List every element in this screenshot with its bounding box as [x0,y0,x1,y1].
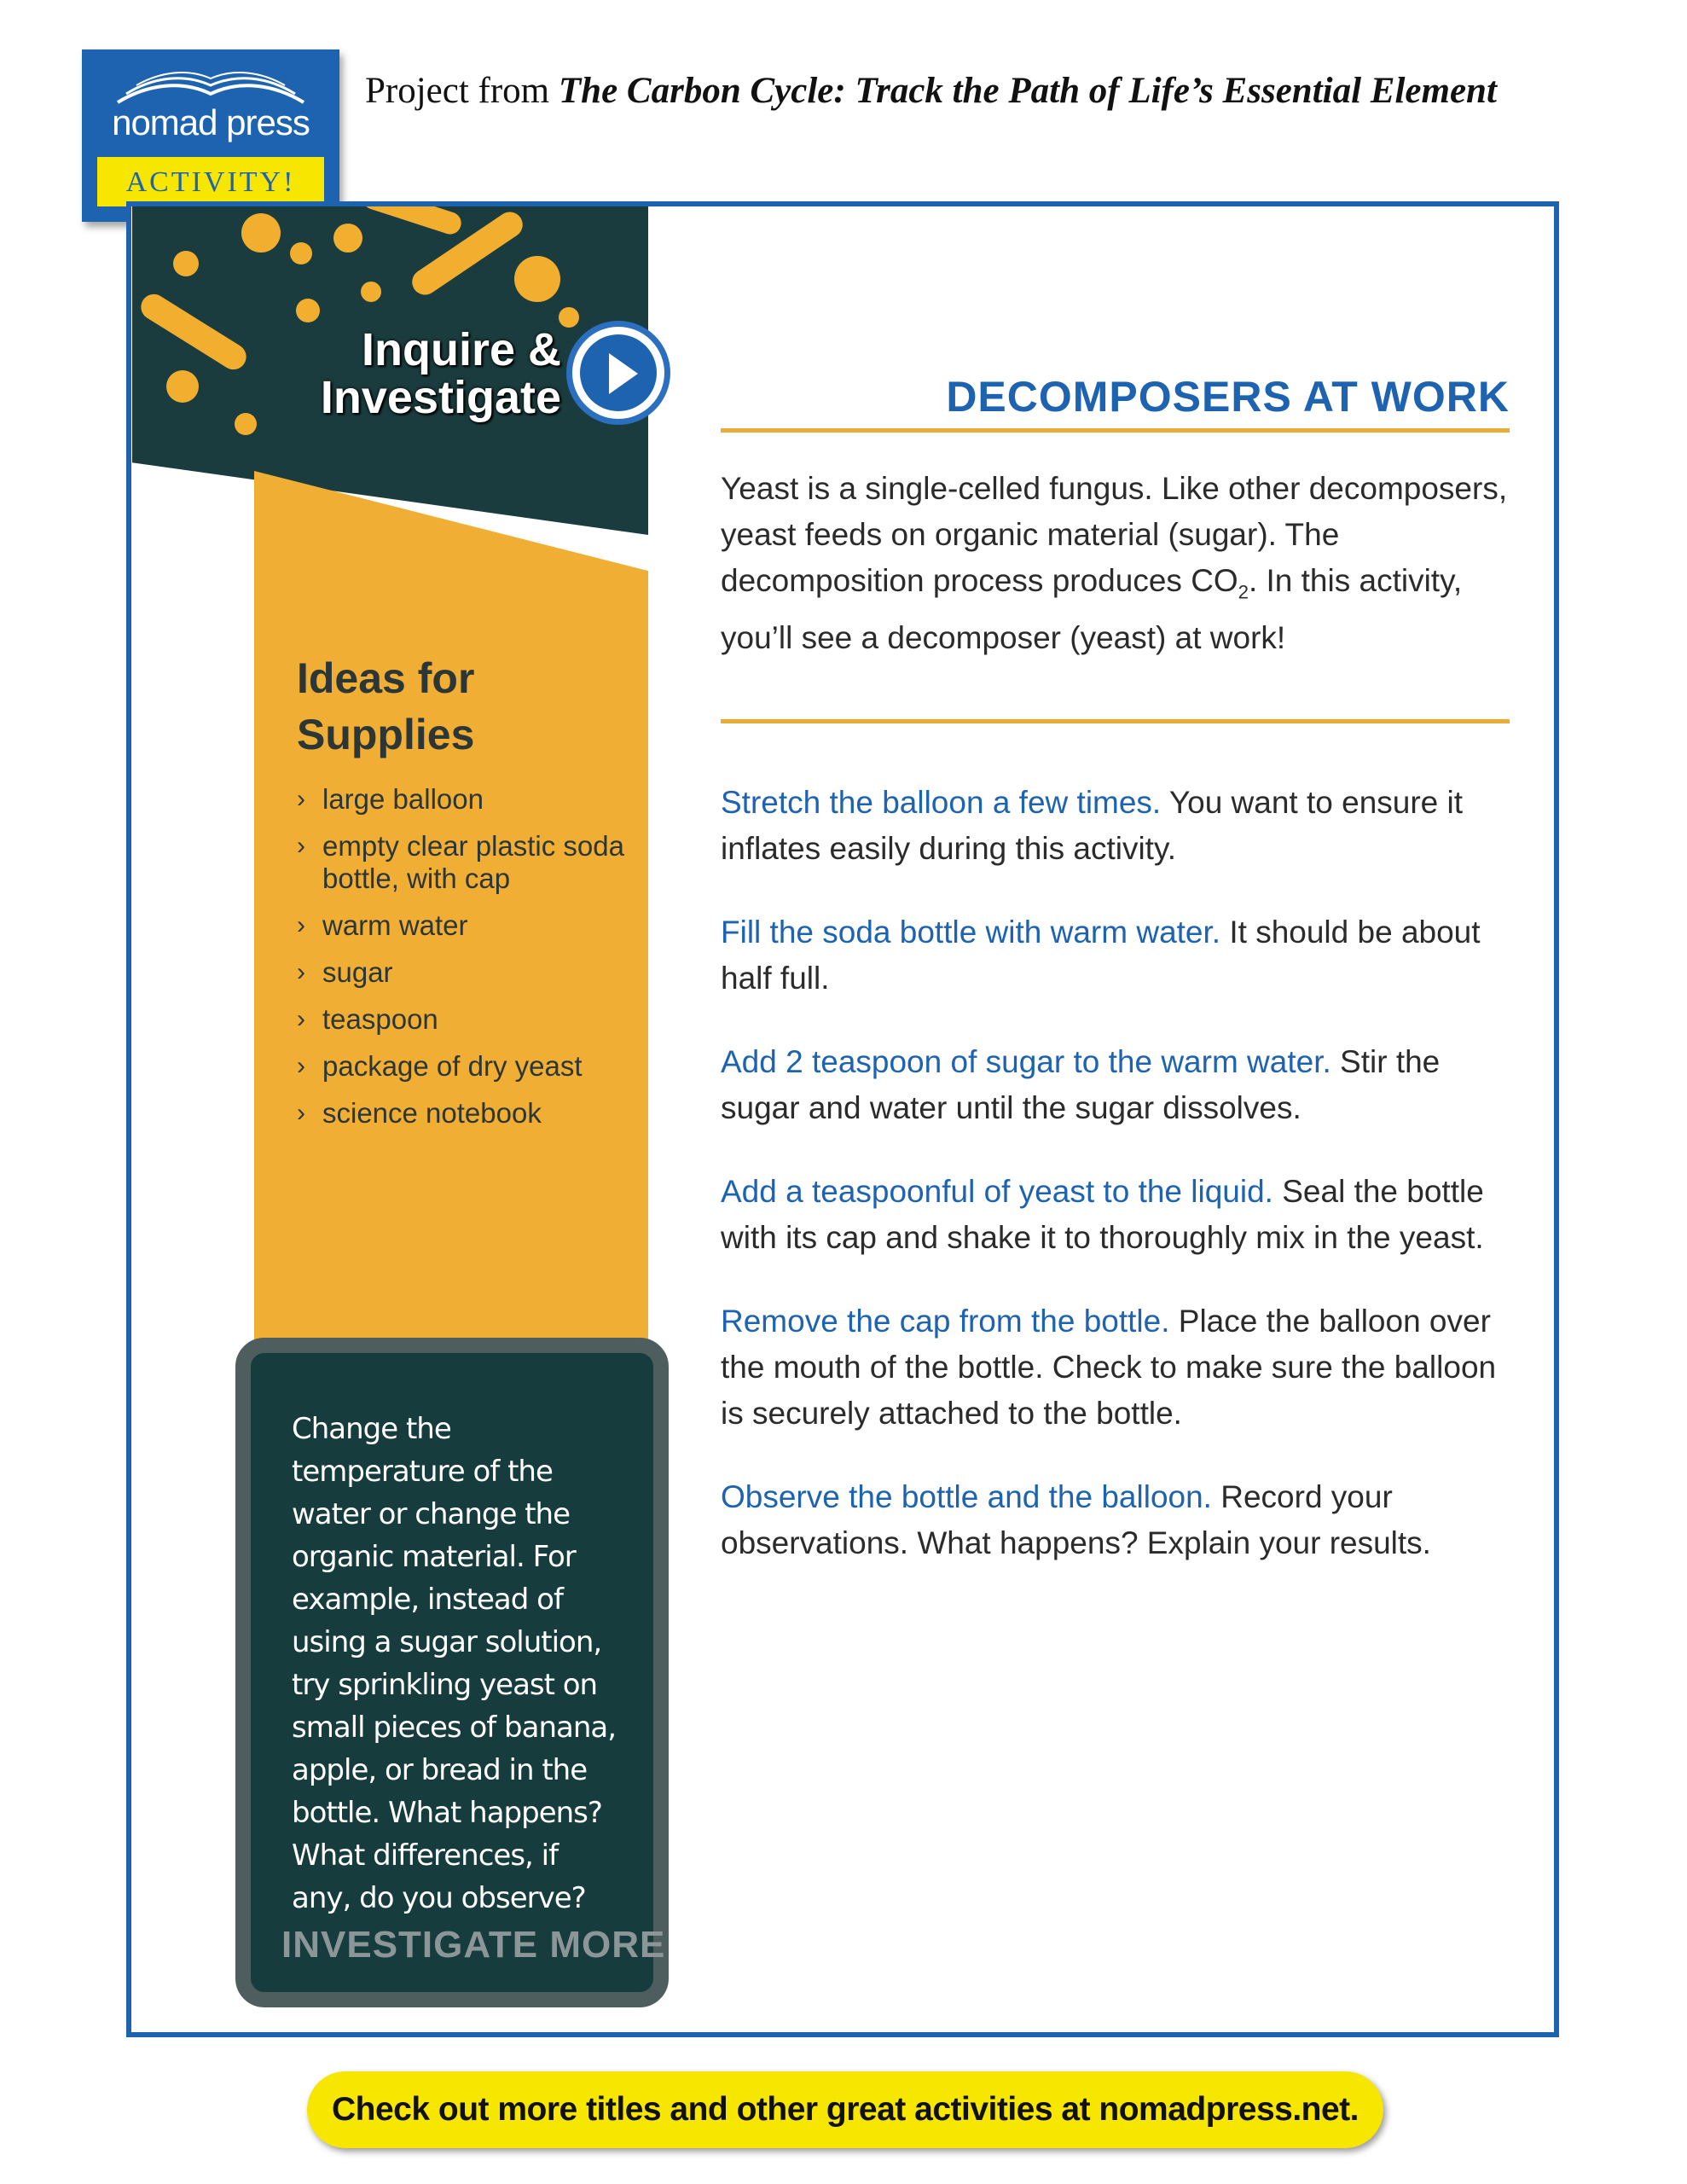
step-lead: Fill the soda bottle with warm water. [721,915,1221,950]
inquire-title-line1: Inquire & [361,324,561,375]
supply-item: › large balloon [297,783,638,816]
step-lead: Observe the bottle and the balloon. [721,1479,1212,1514]
step-text: Seal the bottle with its cap and shake it to thoroughly mix in the yeast. [721,1174,1484,1255]
step-text: Stir the sugar and water until the sugar dissolves. [721,1044,1441,1125]
decor-dot [235,413,257,435]
publisher-badge [82,49,339,222]
decor-dot [166,370,199,403]
decor-dot [296,299,320,322]
supply-item: › empty clear plastic soda bottle, with cap [297,830,638,895]
intro-text: Yeast is a single-celled fungus. Like other decomposers, yeast feeds on organic material (sugar). The decomposition process produces CO [721,471,1508,598]
decor-dot [514,256,560,302]
step-lead: Add a teaspoonful of yeast to the liquid. [721,1174,1273,1209]
activity-title: DECOMPOSERS AT WORK [946,373,1510,421]
step-text: Record your observations. What happens? Explain your results. [721,1479,1431,1560]
step-item [721,1298,1514,1437]
book-title: The Carbon Cycle: Track the Path of Life’s Essential Element [558,71,1497,111]
supply-item: › teaspoon [297,1003,638,1036]
intro-divider [721,719,1510,723]
supply-item: › sugar [297,956,638,989]
decor-dot [333,224,362,253]
step-lead: Add 2 teaspoon of sugar to the warm water. [721,1044,1331,1079]
supply-item: › package of dry yeast [297,1050,638,1083]
publisher-name: nomad press [112,102,310,142]
supply-item: › science notebook [297,1097,638,1130]
inquire-title-line2: Investigate [320,372,561,423]
step-lead: Stretch the balloon a few times. [721,785,1162,820]
step-text: You want to ensure it inflates easily during this activity. [721,785,1464,866]
step-item [721,1474,1514,1566]
inquire-investigate-title [271,326,561,421]
decor-dot [361,282,381,302]
steps-list [721,780,1514,1604]
activity-tag: ACTIVITY! [97,157,324,206]
decor-dot [559,307,579,328]
decor-bone [360,206,464,237]
decor-bone [136,289,252,375]
step-item [721,780,1514,872]
activity-intro [721,466,1514,661]
step-text: It should be about half full. [721,915,1481,996]
decor-dot [290,242,312,264]
intro-subscript: 2 [1238,581,1249,603]
supplies-heading-line2: Supplies [297,711,475,758]
step-item [721,1169,1514,1261]
play-icon [566,321,670,425]
investigate-more-text: Change the temperature of the water or change the organic material. For example, instead of using a sugar solution, try sprinkling yeast on small pieces of banana, apple, or bread in the bottle. What happens? What differences, if any, do you observe? [292,1412,617,1915]
intro-text-end: . In this activity, you’ll see a decomposer (yeast) at work! [721,563,1463,656]
supplies-list [297,783,638,1144]
decor-dot [173,251,199,276]
title-divider [721,428,1510,433]
step-item [721,909,1514,1002]
decor-dot [241,213,281,253]
step-lead: Remove the cap from the bottle. [721,1304,1170,1339]
footer-promo-link[interactable]: Check out more titles and other great activities at nomadpress.net. [307,2071,1383,2148]
project-prefix: Project from [365,71,559,111]
project-source-line [365,70,1497,112]
supplies-heading-line1: Ideas for [297,654,475,702]
supply-item: › warm water [297,909,638,942]
investigate-more-label: INVESTIGATE MORE [281,1924,666,1966]
step-item [721,1039,1514,1131]
step-text: Place the balloon over the mouth of the bottle. Check to make sure the balloon is securely attached to the bottle. [721,1304,1497,1431]
supplies-heading [297,650,474,763]
